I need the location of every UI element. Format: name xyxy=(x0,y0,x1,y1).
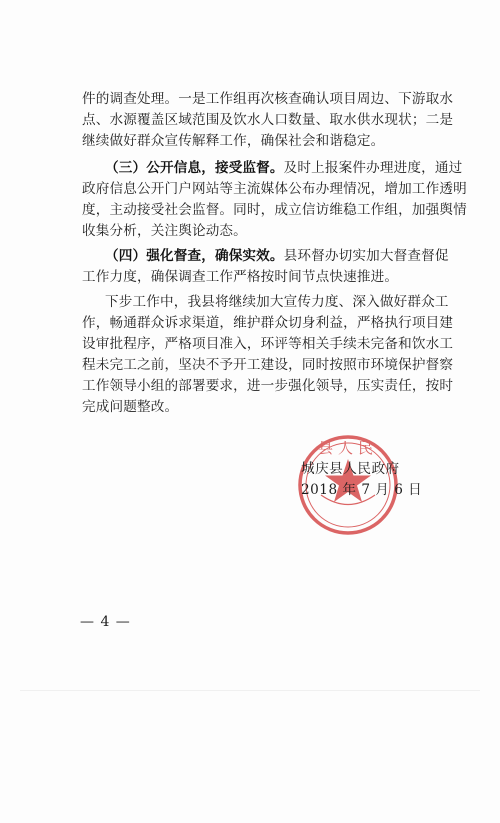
scan-bottom-divider xyxy=(20,690,480,691)
paragraph-line: 程未完工之前，坚决不予开工建设，同时按照市环境保护督察 xyxy=(82,357,454,373)
paragraph-line: 下步工作中，我县将继续加大宣传力度、深入做好群众工 xyxy=(105,294,449,310)
paragraph-line: 件的调查处理。一是工作组再次核查确认项目周边、下游取水 xyxy=(82,91,454,107)
section-four-lead-text: 县环督办切实加大督查督促 xyxy=(283,248,449,264)
seal-text: 县人民 xyxy=(317,439,379,457)
paragraph-line: 工作力度，确保调查工作严格按时间节点快速推进。 xyxy=(82,269,399,285)
issue-date: 2018 年 7 月 6 日 xyxy=(301,482,423,498)
paragraph-line: 点、水源覆盖区域范围及饮水人口数量、取水供水现状；二是 xyxy=(82,112,454,128)
section-three-lead-text: 及时上报案件办理进度，通过 xyxy=(283,160,463,176)
paragraph-line: 度，主动接受社会监督。同时，成立信访维稳工作组，加强舆情 xyxy=(82,202,467,218)
paragraph-line: 继续做好群众宣传解释工作，确保社会和谐稳定。 xyxy=(82,133,385,149)
issuer-name: 城庆县人民政府 xyxy=(301,461,400,477)
paragraph-line: 完成问题整改。 xyxy=(82,399,179,415)
paragraph-line: 工作领导小组的部署要求，进一步强化领导，压实责任，按时 xyxy=(82,378,454,394)
page-number: — 4 — xyxy=(80,614,131,630)
section-four-first-line xyxy=(105,248,449,265)
section-four-heading: （四）强化督查，确保实效。 xyxy=(105,248,284,264)
paragraph-line: 收集分析，关注舆论动态。 xyxy=(82,223,247,239)
section-three-heading: （三）公开信息，接受监督。 xyxy=(105,160,284,176)
paragraph-line: 设审批程序，严格项目准入，环评等相关手续未完备和饮水工 xyxy=(82,336,454,352)
paragraph-line: 政府信息公开门户网站等主流媒体公布办理情况，增加工作透明 xyxy=(82,181,467,197)
paragraph-line: 作，畅通群众诉求渠道，维护群众切身利益，严格执行项目建 xyxy=(82,315,454,331)
section-three-first-line xyxy=(105,160,463,177)
